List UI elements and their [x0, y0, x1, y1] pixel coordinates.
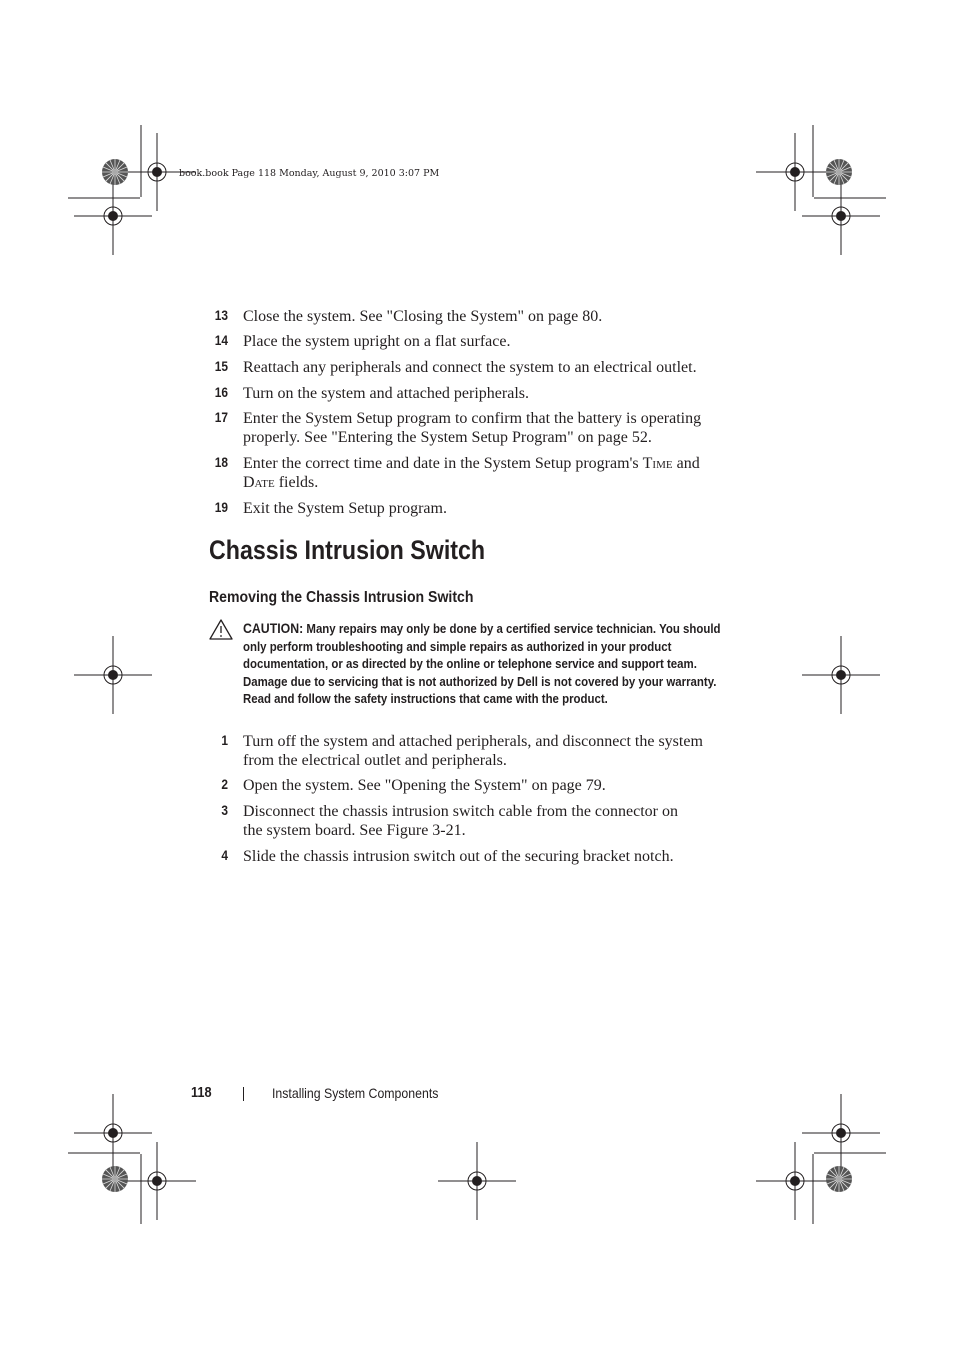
step-number: 17 — [214, 409, 228, 425]
section-title: Chassis Intrusion Switch — [209, 535, 486, 565]
step-text: Exit the System Setup program. — [243, 500, 447, 517]
step-number: 18 — [214, 454, 228, 470]
step-number: 15 — [214, 358, 228, 374]
step-number: 16 — [214, 384, 228, 400]
color-star-mark — [826, 159, 852, 185]
registration-mark — [74, 636, 152, 714]
color-star-mark — [102, 159, 128, 185]
step-number: 13 — [214, 307, 228, 323]
registration-mark — [802, 177, 880, 255]
footer-divider — [243, 1087, 244, 1101]
color-star-mark — [102, 1166, 128, 1192]
registration-mark — [74, 177, 152, 255]
step-number: 2 — [221, 776, 228, 792]
step-text: Turn off the system and attached peripherals, and disconnect the system from the electrical outlet and peripherals. — [243, 733, 703, 769]
registration-mark — [74, 1094, 152, 1172]
step-number: 1 — [221, 732, 228, 748]
step-text: Reattach any peripherals and connect the system to an electrical outlet. — [243, 359, 697, 376]
page-number: 118 — [191, 1084, 212, 1101]
step-text: Enter the System Setup program to confirm that the battery is operating properly. See "Entering the System Setup Program" on page 52. — [243, 410, 702, 446]
step-number: 4 — [221, 847, 228, 863]
step-text: Open the system. See "Opening the System" on page 79. — [243, 777, 606, 794]
caution-note — [243, 620, 725, 708]
registration-mark — [438, 1142, 516, 1220]
step-text: Enter the correct time and date in the System Setup program's Time and Date fields. — [243, 455, 700, 491]
print-slug: book.book Page 118 Monday, August 9, 2010 3:07 PM — [179, 168, 440, 179]
registration-mark — [756, 1142, 834, 1220]
step-text: Turn on the system and attached peripherals. — [243, 385, 530, 402]
registration-mark — [756, 133, 834, 211]
footer-section-title: Installing System Components — [272, 1085, 439, 1101]
step-number: 19 — [214, 499, 228, 515]
step-text: Slide the chassis intrusion switch out of the securing bracket notch. — [243, 848, 674, 865]
subsection-title: Removing the Chassis Intrusion Switch — [209, 589, 474, 606]
step-text: Disconnect the chassis intrusion switch cable from the connector on the system board. See Figure 3-21. — [243, 803, 678, 839]
step-number: 3 — [221, 802, 228, 818]
caution-text: Many repairs may only be done by a certified service technician. You should only perform troubleshooting and simple repairs as authorized in your product documentation, or as directed by the online or telephone service and support team. Damage due to servicing that is not authorized by Dell is not covered by your warranty. Read and follow the safety instructions that came with the product. — [243, 621, 721, 706]
caution-icon — [209, 619, 233, 641]
step-text: Close the system. See "Closing the System" on page 80. — [243, 308, 603, 325]
step-number: 14 — [214, 332, 228, 348]
registration-mark — [118, 1142, 196, 1220]
registration-mark — [802, 1094, 880, 1172]
field-label-time: Time — [642, 455, 673, 472]
caution-label: CAUTION: — [243, 620, 304, 636]
field-label-date: Date — [243, 474, 275, 491]
color-star-mark — [826, 1166, 852, 1192]
registration-mark — [802, 636, 880, 714]
step-text: Place the system upright on a flat surface. — [243, 333, 511, 350]
